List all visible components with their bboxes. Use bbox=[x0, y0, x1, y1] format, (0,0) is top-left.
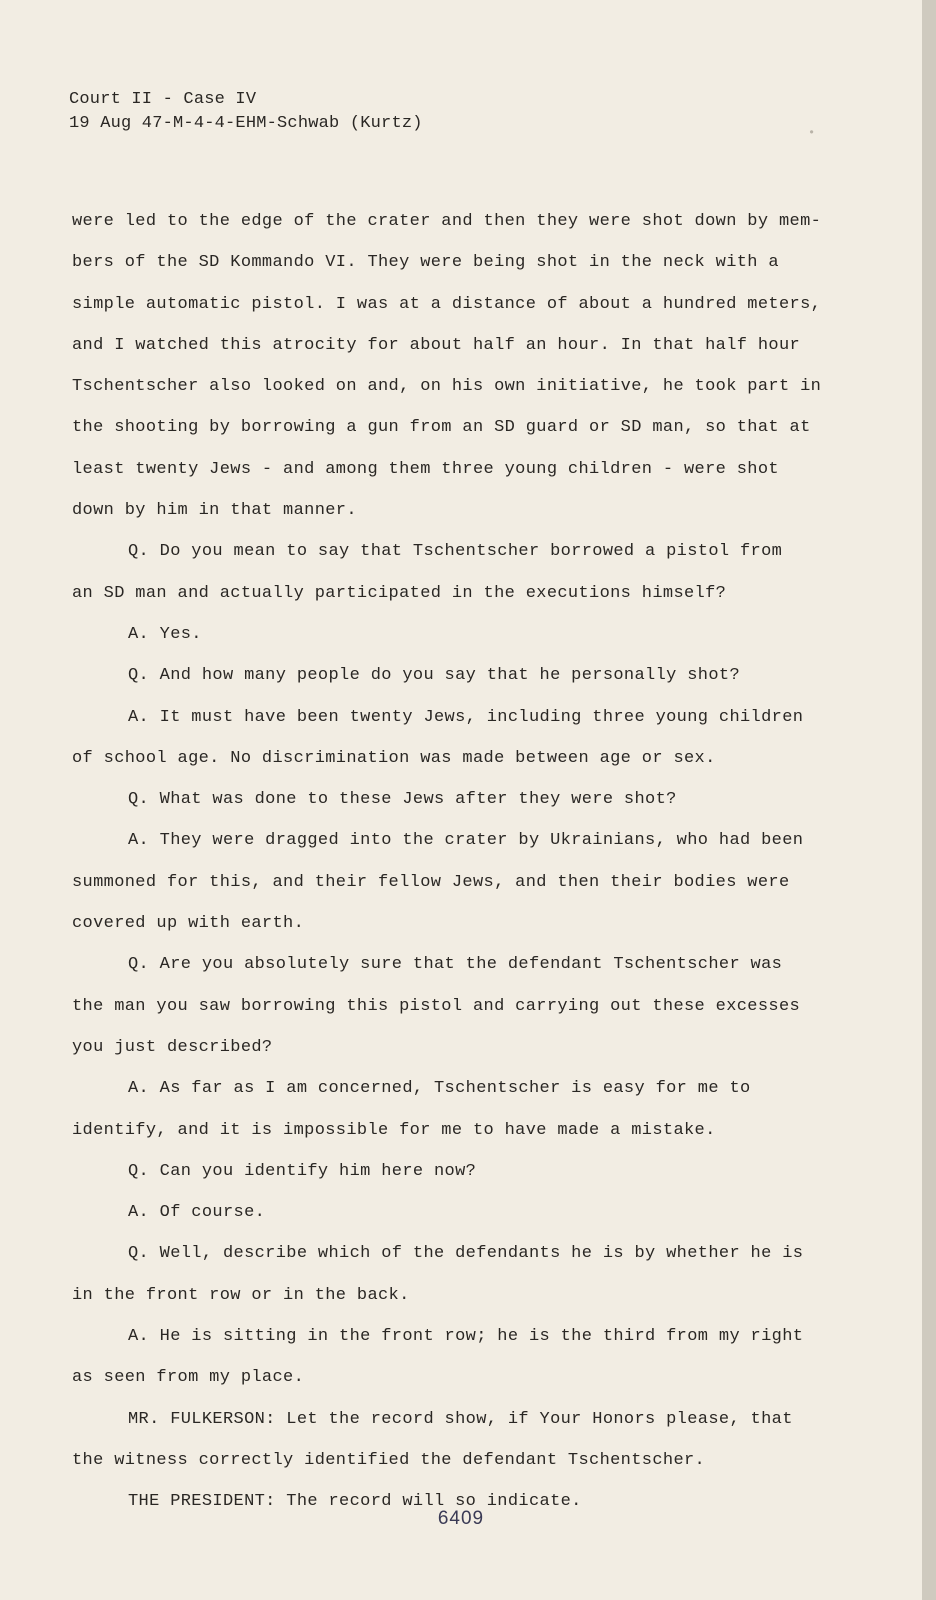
text-line: covered up with earth. bbox=[72, 914, 305, 934]
text-line: the witness correctly identified the defendant Tschentscher. bbox=[72, 1450, 706, 1470]
text-line: you just described? bbox=[72, 1037, 273, 1057]
question-line: Q. Can you identify him here now? bbox=[128, 1161, 477, 1181]
paper-mark-icon: • bbox=[808, 126, 816, 140]
question-line: Q. Well, describe which of the defendants he is by whether he is bbox=[128, 1244, 804, 1264]
answer-line: A. As far as I am concerned, Tschentscher is easy for me to bbox=[128, 1079, 751, 1099]
text-line: summoned for this, and their fellow Jews, and then their bodies were bbox=[72, 872, 790, 892]
question-line: Q. Do you mean to say that Tschentscher borrowed a pistol from bbox=[128, 542, 783, 562]
page-number: 6409 bbox=[437, 1508, 485, 1529]
transcript-body bbox=[72, 201, 822, 1523]
question-line: Q. Are you absolutely sure that the defendant Tschentscher was bbox=[128, 955, 783, 975]
text-line: in the front row or in the back. bbox=[72, 1285, 410, 1305]
answer-line: A. They were dragged into the crater by Ukrainians, who had been bbox=[128, 831, 804, 851]
text-line: least twenty Jews - and among them three young children - were shot bbox=[72, 459, 779, 479]
text-line: an SD man and actually participated in the executions himself? bbox=[72, 583, 727, 603]
page-header bbox=[69, 88, 423, 136]
speaker-line: MR. FULKERSON: Let the record show, if Your Honors please, that bbox=[128, 1409, 793, 1429]
answer-line: A. He is sitting in the front row; he is the third from my right bbox=[128, 1327, 804, 1347]
answer-line: A. Of course. bbox=[128, 1203, 266, 1223]
session-line: 19 Aug 47-M-4-4-EHM-Schwab (Kurtz) bbox=[69, 114, 423, 133]
text-line: down by him in that manner. bbox=[72, 501, 357, 521]
text-line: Tschentscher also looked on and, on his own initiative, he took part in bbox=[72, 377, 822, 397]
text-line: of school age. No discrimination was made between age or sex. bbox=[72, 748, 716, 768]
text-line: as seen from my place. bbox=[72, 1368, 305, 1388]
text-line: bers of the SD Kommando VI. They were being shot in the neck with a bbox=[72, 253, 779, 273]
question-line: Q. What was done to these Jews after they were shot? bbox=[128, 790, 677, 810]
answer-line: A. It must have been twenty Jews, including three young children bbox=[128, 707, 804, 727]
speaker-line: THE PRESIDENT: The record will so indicate. bbox=[128, 1492, 582, 1512]
case-line: Court II - Case IV bbox=[69, 90, 257, 109]
text-line: the shooting by borrowing a gun from an SD guard or SD man, so that at bbox=[72, 418, 811, 438]
text-line: the man you saw borrowing this pistol and carrying out these excesses bbox=[72, 996, 801, 1016]
text-line: identify, and it is impossible for me to have made a mistake. bbox=[72, 1120, 716, 1140]
text-line: and I watched this atrocity for about half an hour. In that half hour bbox=[72, 335, 801, 355]
answer-line: A. Yes. bbox=[128, 624, 202, 644]
text-line: simple automatic pistol. I was at a distance of about a hundred meters, bbox=[72, 294, 822, 314]
question-line: Q. And how many people do you say that he personally shot? bbox=[128, 666, 740, 686]
text-line: were led to the edge of the crater and then they were shot down by mem- bbox=[72, 212, 822, 231]
